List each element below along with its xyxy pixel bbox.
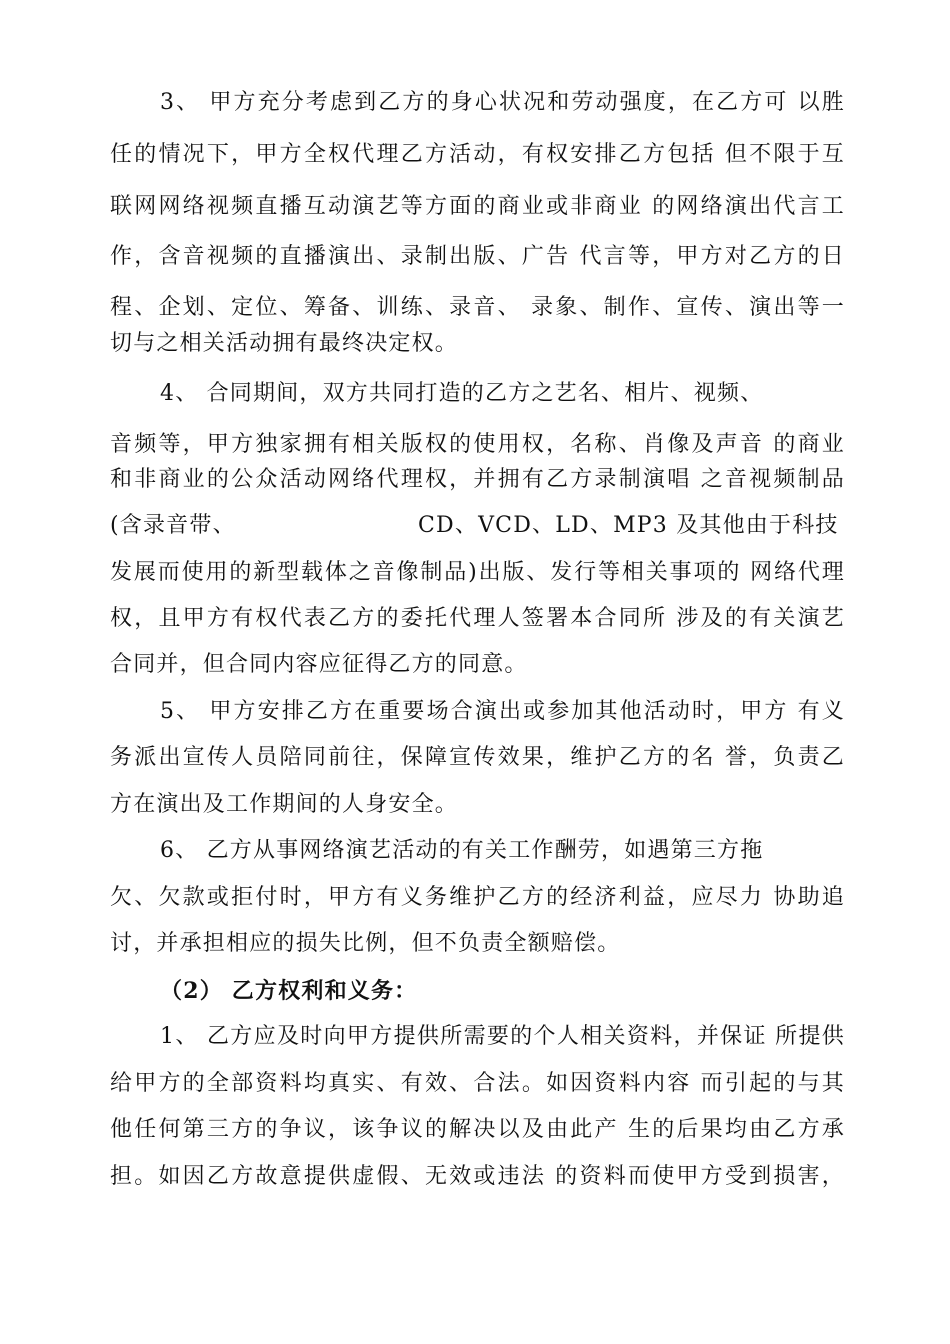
paragraph-3-line-2: 任的情况下，甲方全权代理乙方活动，有权安排乙方包括 但不限于互 <box>110 142 845 167</box>
paragraph-3-line-5: 程、企划、定位、筹备、训练、录音、 录象、制作、宣传、演出等一 <box>110 295 845 320</box>
paragraph-6-line-1: 6、 乙方从事网络演艺活动的有关工作酬劳，如遇第三方拖 <box>160 838 764 863</box>
paragraph-4-line-5: 发展而使用的新型载体之音像制品)出版、发行等相关事项的 网络代理 <box>110 560 845 585</box>
paragraph-4-line-6: 权，且甲方有权代表乙方的委托代理人签署本合同所 涉及的有关演艺 <box>110 606 845 631</box>
paragraph-4-line-2: 音频等，甲方独家拥有相关版权的使用权，名称、肖像及声音 的商业 <box>110 432 845 457</box>
section-heading: （2） 乙方权利和义务： <box>160 978 418 1004</box>
paragraph-4-line-7: 合同并，但合同内容应征得乙方的同意。 <box>110 652 528 677</box>
paragraph-3-line-1: 3、 甲方充分考虑到乙方的身心状况和劳动强度，在乙方可 以胜 <box>160 90 845 115</box>
party-b-paragraph-1-line-1: 1、 乙方应及时向甲方提供所需要的个人相关资料，并保证 所提供 <box>160 1024 845 1049</box>
paragraph-4-line-1: 4、 合同期间，双方共同打造的乙方之艺名、相片、视频、 <box>160 381 764 406</box>
paragraph-5-line-2: 务派出宣传人员陪同前往，保障宣传效果，维护乙方的名 誉，负责乙 <box>110 745 845 770</box>
paragraph-6-line-2: 欠、欠款或拒付时，甲方有义务维护乙方的经济利益，应尽力 协助追 <box>110 885 845 910</box>
paragraph-3-line-3: 联网网络视频直播互动演艺等方面的商业或非商业 的网络演出代言工 <box>110 194 845 219</box>
paragraph-4-line-3: 和非商业的公众活动网络代理权，并拥有乙方录制演唱 之音视频制品 <box>110 467 845 492</box>
paragraph-3-line-6: 切与之相关活动拥有最终决定权。 <box>110 331 459 356</box>
paragraph-5-line-3: 方在演出及工作期间的人身安全。 <box>110 792 459 817</box>
paragraph-4-line-4b: CD、VCD、LD、MP3 及其他由于科技 <box>418 513 839 538</box>
party-b-paragraph-1-line-3: 他任何第三方的争议，该争议的解决以及由此产 生的后果均由乙方承 <box>110 1117 845 1142</box>
paragraph-6-line-3: 讨，并承担相应的损失比例，但不负责全额赔偿。 <box>110 931 621 956</box>
paragraph-5-line-1: 5、 甲方安排乙方在重要场合演出或参加其他活动时，甲方 有义 <box>160 699 845 724</box>
paragraph-4-line-4a: (含录音带、 <box>110 513 236 538</box>
paragraph-3-line-4: 作，含音视频的直播演出、录制出版、广告 代言等，甲方对乙方的日 <box>110 244 845 269</box>
party-b-paragraph-1-line-2: 给甲方的全部资料均真实、有效、合法。如因资料内容 而引起的与其 <box>110 1071 845 1096</box>
party-b-paragraph-1-line-4: 担。如因乙方故意提供虚假、无效或违法 的资料而使甲方受到损害， <box>110 1164 845 1189</box>
